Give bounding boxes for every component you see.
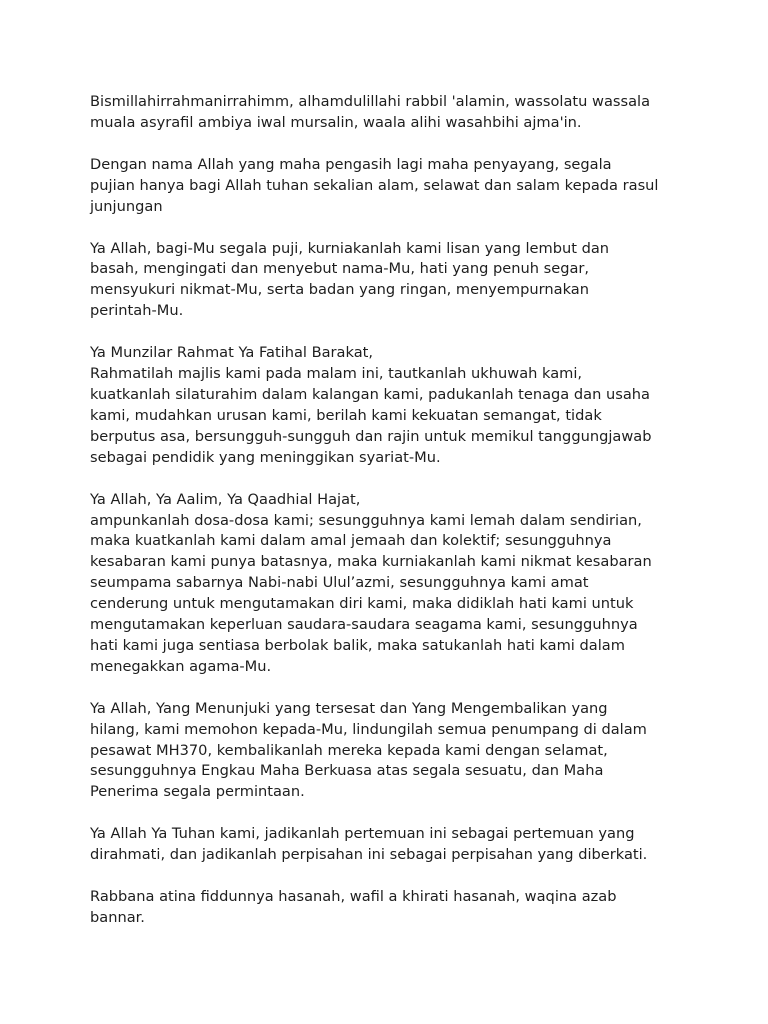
text-line: Rabbana atina fiddunnya hasanah, wafil a khirati hasanah, waqina azab [90,888,617,906]
text-line: Rahmatilah majlis kami pada malam ini, tautkanlah ukhuwah kami, [90,365,583,383]
document-page [90,92,690,950]
text-line: sesungguhnya Engkau Maha Berkuasa atas segala sesuatu, dan Maha [90,762,604,780]
text-line: muala asyrafil ambiya iwal mursalin, waala alihi wasahbihi ajma'in. [90,113,582,131]
text-line: berputus asa, bersungguh-sungguh dan rajin untuk memikul tanggungjawab [90,427,652,445]
text-line: mengutamakan keperluan saudara-saudara seagama kami, sesungguhnya [90,616,638,634]
text-line: hilang, kami memohon kepada-Mu, lindungilah semua penumpang di dalam [90,720,647,738]
paragraph-pertemuan [90,824,690,866]
text-line: ampunkanlah dosa-dosa kami; sesungguhnya kami lemah dalam sendirian, [90,511,642,529]
text-line: kesabaran kami punya batasnya, maka kurniakanlah kami nikmat kesabaran [90,553,652,571]
text-line: Ya Allah, bagi-Mu segala puji, kurniakanlah kami lisan yang lembut dan [90,239,610,257]
paragraph-praise [90,239,690,323]
text-line: maka kuatkanlah kami dalam amal jemaah dan kolektif; sesungguhnya [90,532,612,550]
text-line: sebagai pendidik yang meninggikan syariat-Mu. [90,448,441,466]
text-line: Ya Allah, Yang Menunjuki yang tersesat dan Yang Mengembalikan yang [90,699,608,717]
paragraph-opening-arabic [90,92,690,134]
text-line: menegakkan agama-Mu. [90,657,272,675]
text-line: dirahmati, dan jadikanlah perpisahan ini sebagai perpisahan yang diberkati. [90,846,648,864]
text-line: Ya Allah Ya Tuhan kami, jadikanlah pertemuan ini sebagai pertemuan yang [90,825,635,843]
paragraph-mh370 [90,699,690,804]
text-line: Ya Munzilar Rahmat Ya Fatihal Barakat, [90,344,374,362]
text-line: Ya Allah, Ya Aalim, Ya Qaadhial Hajat, [90,490,361,508]
text-line: seumpama sabarnya Nabi-nabi Ulul’azmi, sesungguhnya kami amat [90,574,589,592]
paragraph-rabbana [90,887,690,929]
paragraph-qaadhial-hajat [90,490,690,678]
text-line: mensyukuri nikmat-Mu, serta badan yang ringan, menyempurnakan [90,281,589,299]
text-line: Bismillahirrahmanirrahimm, alhamdulillahi rabbil 'alamin, wassolatu wassala [90,93,651,110]
text-line: pujian hanya bagi Allah tuhan sekalian alam, selawat dan salam kepada rasul [90,176,659,194]
text-line: Penerima segala permintaan. [90,783,305,801]
text-line: cenderung untuk mengutamakan diri kami, maka didiklah hati kami untuk [90,595,634,613]
text-line: bannar. [90,909,145,926]
text-line: hati kami juga sentiasa berbolak balik, maka satukanlah hati kami dalam [90,636,625,654]
text-line: junjungan [90,197,163,215]
paragraph-opening-malay [90,155,690,218]
text-line: kuatkanlah silaturahim dalam kalangan kami, padukanlah tenaga dan usaha [90,385,650,403]
text-line: perintah-Mu. [90,302,184,320]
paragraph-munzilar-rahmat [90,343,690,468]
text-line: basah, mengingati dan menyebut nama-Mu, hati yang penuh segar, [90,260,590,278]
text-line: Dengan nama Allah yang maha pengasih lagi maha penyayang, segala [90,155,612,173]
text-line: pesawat MH370, kembalikanlah mereka kepada kami dengan selamat, [90,741,608,759]
text-line: kami, mudahkan urusan kami, berilah kami kekuatan semangat, tidak [90,406,602,424]
